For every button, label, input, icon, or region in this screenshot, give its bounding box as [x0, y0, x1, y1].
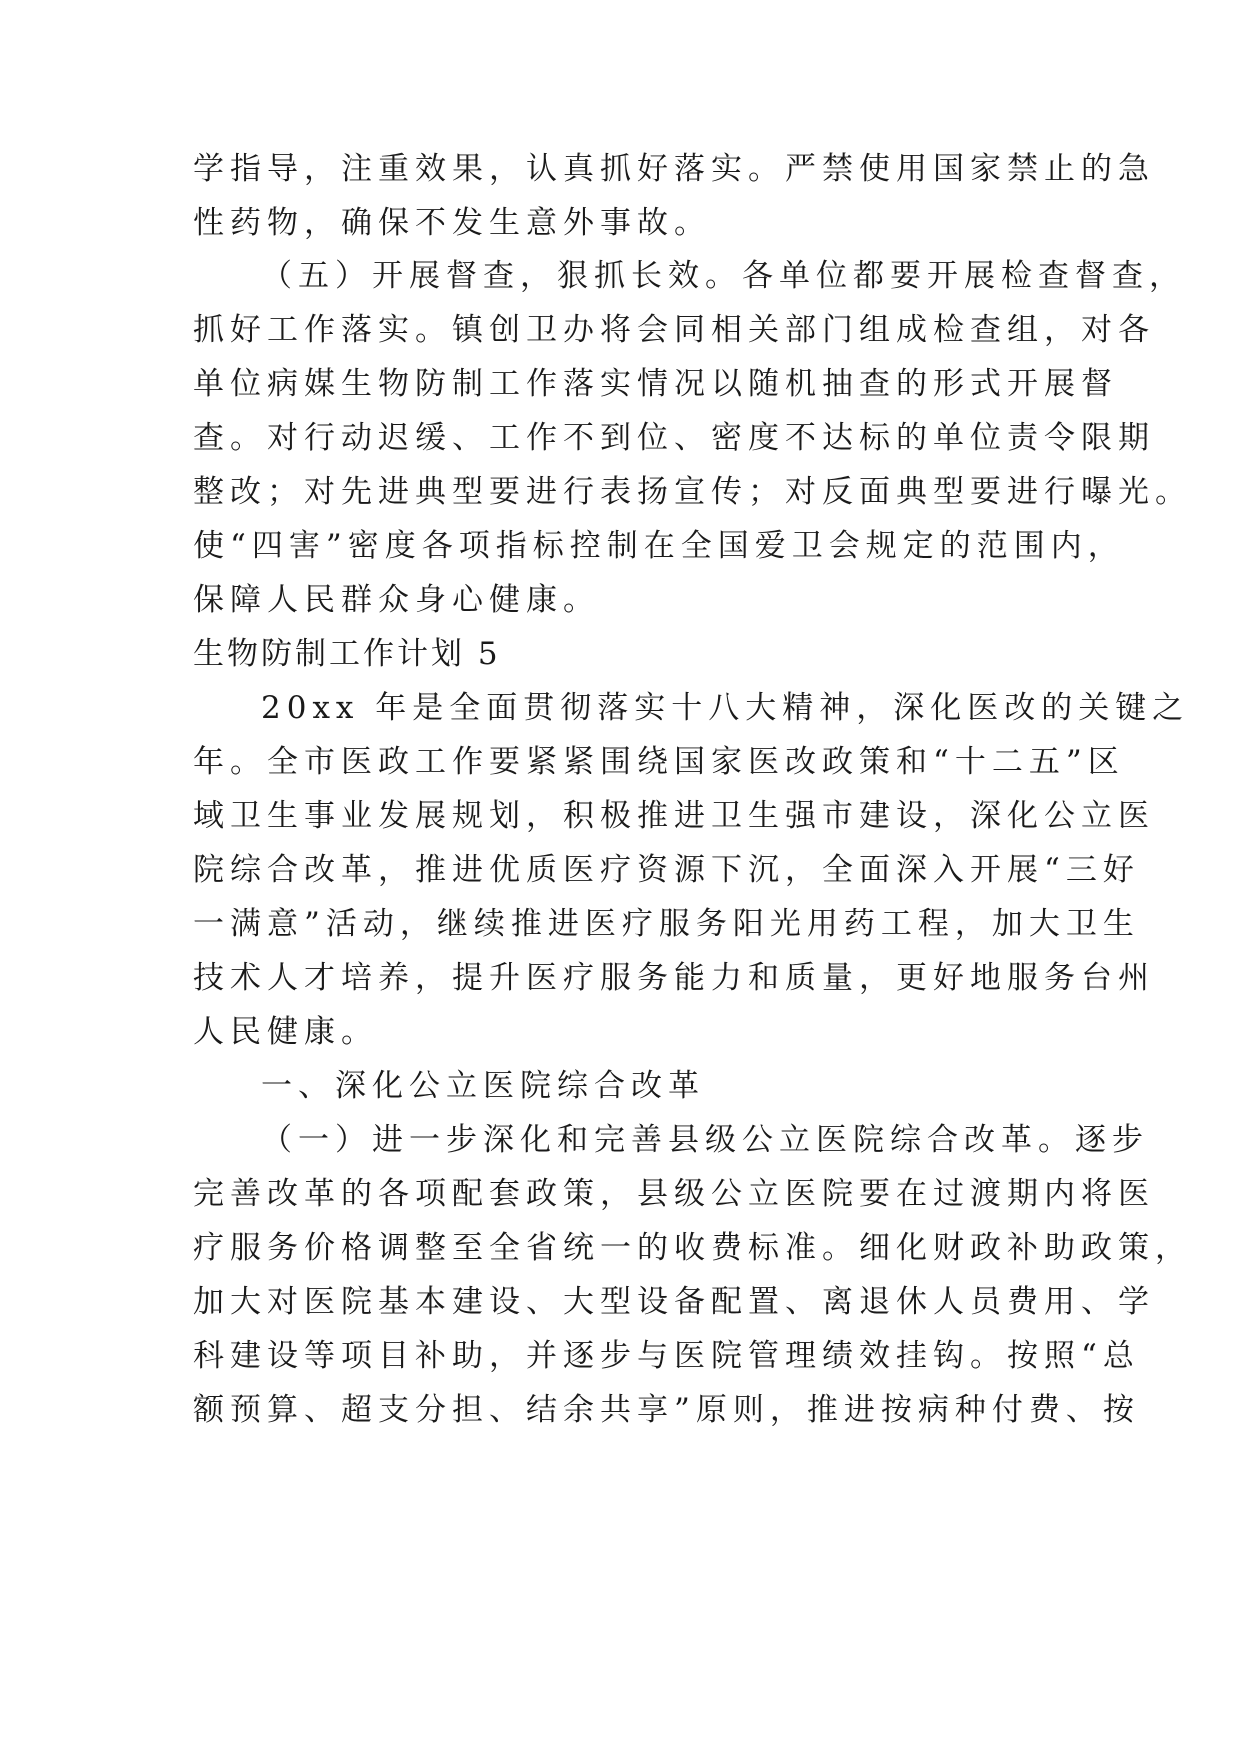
text-line: 抓好工作落实。镇创卫办将会同相关部门组成检查组，对各	[193, 312, 1155, 348]
paragraph-intro	[193, 681, 1190, 1059]
text-line: 技术人才培养，提升医疗服务能力和质量，更好地服务台州	[193, 960, 1155, 996]
text-line: 保障人民群众身心健康。	[193, 582, 600, 618]
text-line: 一满意”活动，继续推进医疗服务阳光用药工程，加大卫生	[193, 906, 1140, 942]
paragraph-supervision	[193, 249, 1192, 627]
text-line: 性药物，确保不发生意外事故。	[193, 205, 711, 241]
text-line: 完善改革的各项配套政策，县级公立医院要在过渡期内将医	[193, 1176, 1155, 1212]
text-line: （一）进一步深化和完善县级公立医院综合改革。逐步	[261, 1122, 1149, 1158]
section-heading	[193, 1059, 1053, 1113]
text-line: 20xx 年是全面贯彻落实十八大精神，深化医改的关键之	[261, 690, 1190, 726]
text-line: 加大对医院基本建设、大型设备配置、离退休人员费用、学	[193, 1284, 1155, 1320]
text-line: 生物防制工作计划 5	[193, 636, 501, 672]
section-title	[193, 627, 1053, 681]
text-line: 人民健康。	[193, 1014, 378, 1050]
text-line: 疗服务价格调整至全省统一的收费标准。细化财政补助政策，	[193, 1230, 1192, 1266]
text-line: （五）开展督查，狠抓长效。各单位都要开展检查督查，	[261, 258, 1186, 294]
text-line: 使“四害”密度各项指标控制在全国爱卫会规定的范围内，	[193, 528, 1125, 564]
text-line: 整改；对先进典型要进行表扬宣传；对反面典型要进行曝光。	[193, 474, 1192, 510]
paragraph-continuation	[193, 142, 1155, 250]
text-line: 一、深化公立医院综合改革	[261, 1068, 705, 1104]
text-line: 科建设等项目补助，并逐步与医院管理绩效挂钩。按照“总	[193, 1338, 1140, 1374]
text-line: 查。对行动迟缓、工作不到位、密度不达标的单位责令限期	[193, 420, 1155, 456]
text-line: 单位病媒生物防制工作落实情况以随机抽查的形式开展督	[193, 366, 1118, 402]
text-line: 院综合改革，推进优质医疗资源下沉，全面深入开展“三好	[193, 852, 1140, 888]
text-line: 年。全市医政工作要紧紧围绕国家医改政策和“十二五”区	[193, 744, 1125, 780]
text-line: 域卫生事业发展规划，积极推进卫生强市建设，深化公立医	[193, 798, 1155, 834]
text-line: 额预算、超支分担、结余共享”原则，推进按病种付费、按	[193, 1392, 1140, 1428]
text-line: 学指导，注重效果，认真抓好落实。严禁使用国家禁止的急	[193, 151, 1155, 187]
paragraph-reform	[193, 1113, 1192, 1437]
